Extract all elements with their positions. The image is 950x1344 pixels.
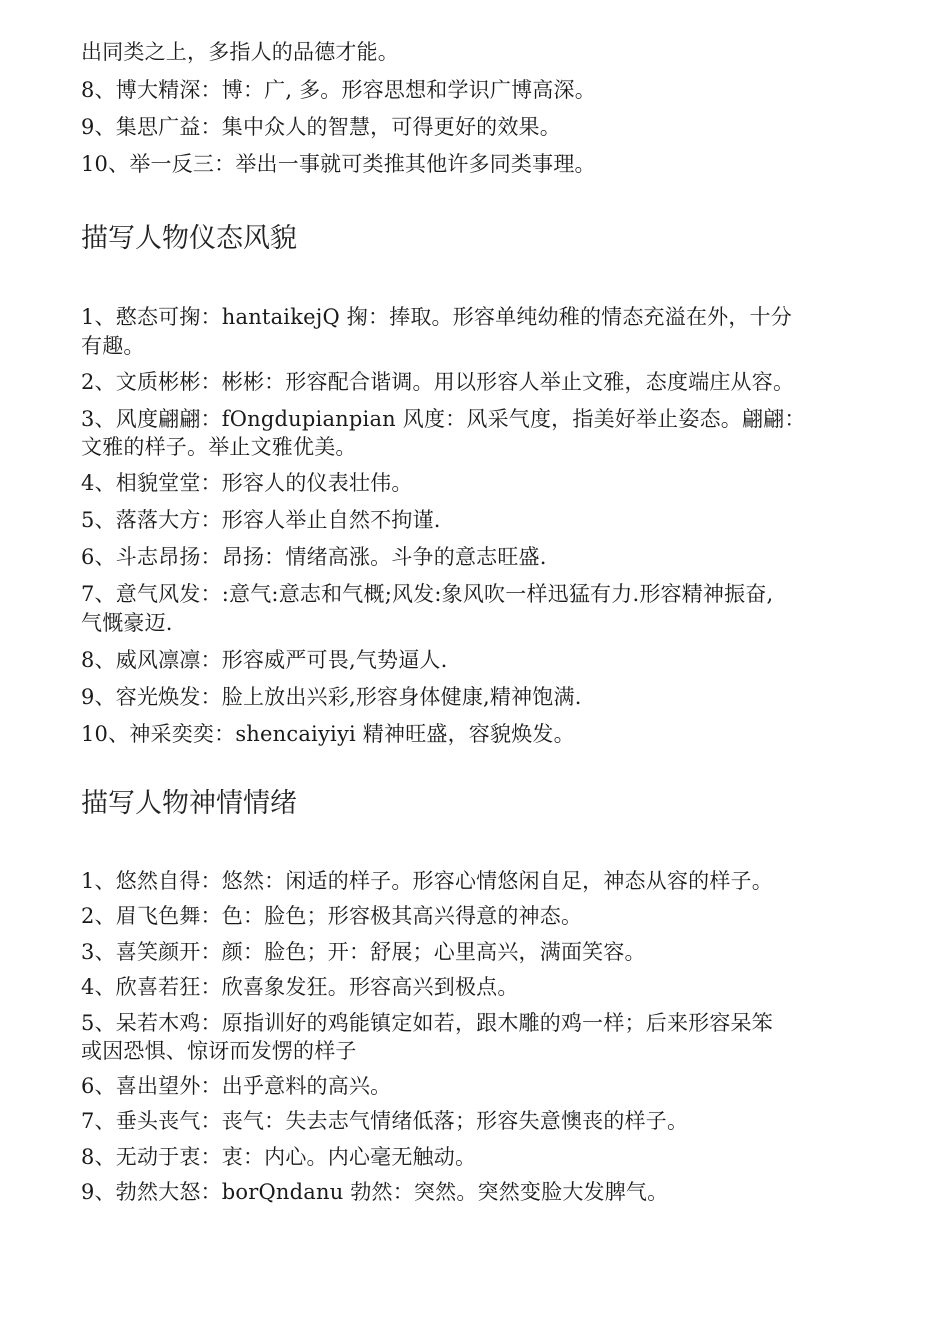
section1-line: 3、风度翩翩：fOngdupianpian 风度：风采气度，指美好举止姿态。翩翩：	[81, 407, 806, 431]
section1-line: 7、意气风发：:意气:意志和气概;风发:象风吹一样迅猛有力.形容精神振奋,	[81, 582, 774, 606]
section2-line: 6、喜出望外：出乎意料的高兴。	[81, 1074, 392, 1098]
section2-line: 3、喜笑颜开：颜：脸色；开：舒展；心里高兴，满面笑容。	[81, 940, 646, 964]
section2-line: 5、呆若木鸡：原指训好的鸡能镇定如若，跟木雕的鸡一样；后来形容呆笨	[81, 1011, 773, 1035]
section1-line: 9、容光焕发：脸上放出兴彩,形容身体健康,精神饱满.	[81, 685, 582, 709]
intro-line: 10、举一反三：举出一事就可类推其他许多同类事理。	[81, 152, 596, 176]
section2-line: 2、眉飞色舞：色：脸色；形容极其高兴得意的神态。	[81, 904, 583, 928]
section2-line: 9、勃然大怒：borQndanu 勃然：突然。突然变脸大发脾气。	[81, 1180, 669, 1204]
section2-line: 8、无动于衷：衷：内心。内心毫无触动。	[81, 1145, 477, 1169]
section-heading: 描写人物神情情绪	[81, 788, 297, 819]
section1-line: 10、神采奕奕：shencaiyiyi 精神旺盛，容貌焕发。	[81, 722, 575, 746]
section1-line: 6、斗志昂扬：昂扬：情绪高涨。斗争的意志旺盛.	[81, 545, 547, 569]
intro-line: 出同类之上，多指人的品德才能。	[81, 40, 399, 64]
section1-line: 气慨豪迈.	[81, 611, 173, 635]
intro-line: 8、博大精深：博：广, 多。形容思想和学识广博高深。	[81, 78, 596, 102]
section1-line: 5、落落大方：形容人举止自然不拘谨.	[81, 508, 441, 532]
section2-line: 4、欣喜若狂：欣喜象发狂。形容高兴到极点。	[81, 975, 519, 999]
section1-line: 文雅的样子。举止文雅优美。	[81, 435, 357, 459]
section1-line: 有趣。	[81, 334, 145, 358]
section-heading: 描写人物仪态风貌	[81, 223, 297, 254]
section2-line: 或因恐惧、惊讶而发愣的样子	[81, 1039, 357, 1063]
section1-line: 8、威风凛凛：形容威严可畏,气势逼人.	[81, 648, 448, 672]
section1-line: 2、文质彬彬：彬彬：形容配合谐调。用以形容人举止文雅，态度端庄从容。	[81, 370, 795, 394]
section1-line: 1、憨态可掬：hantaikejQ 掬：捧取。形容单纯幼稚的情态充溢在外，十分	[81, 305, 792, 329]
section1-line: 4、相貌堂堂：形容人的仪表壮伟。	[81, 471, 413, 495]
section2-line: 7、垂头丧气：丧气：失去志气情绪低落；形容失意懊丧的样子。	[81, 1109, 689, 1133]
intro-line: 9、集思广益：集中众人的智慧，可得更好的效果。	[81, 115, 561, 139]
section2-line: 1、悠然自得：悠然：闲适的样子。形容心情悠闲自足，神态从容的样子。	[81, 869, 773, 893]
